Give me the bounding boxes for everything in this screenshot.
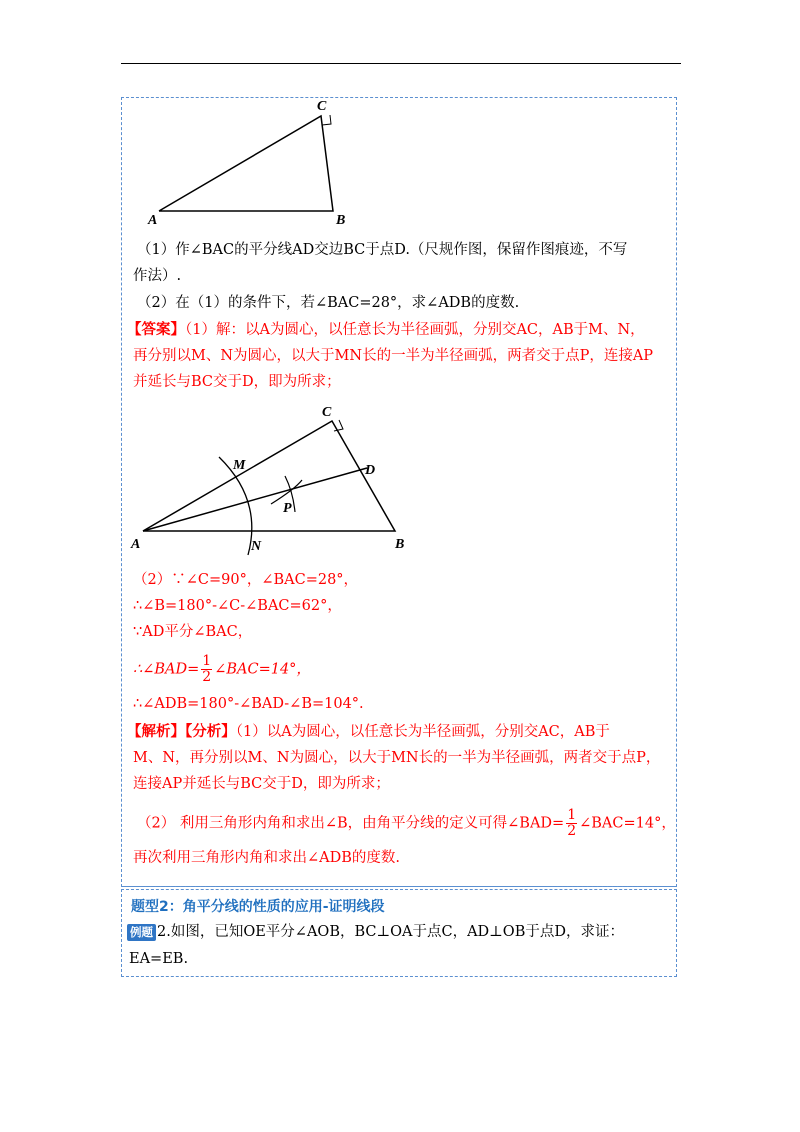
fraction-denominator: 2 — [567, 823, 577, 839]
construction-figure-2 — [125, 400, 435, 560]
solution-2-line-4-post: ∠BAC=14°， — [214, 661, 311, 678]
point-label-n: N — [251, 539, 262, 554]
answer-tag: 【答案】 — [127, 321, 185, 338]
vertex-label-a: A — [131, 537, 141, 552]
vertex-label-c: C — [317, 99, 327, 114]
fraction-denominator: 2 — [202, 669, 212, 685]
triangle-figure-1 — [140, 95, 400, 230]
example-line-1 — [127, 922, 624, 942]
point-label-m: M — [233, 458, 246, 473]
answer-line-2: 再分别以M、N为圆心，以大于MN长的一半为半径画弧，两者交于点P，连接AP — [133, 348, 654, 364]
analysis-line-4-post: ∠BAC=14°， — [579, 815, 676, 832]
analysis-line-4 — [137, 808, 676, 839]
solution-2-line-2: ∴∠B=180°-∠C-∠BAC=62°， — [133, 598, 342, 614]
analysis-tag: 【解析】【分析】 — [127, 723, 236, 740]
answer-line-1 — [127, 320, 645, 340]
vertex-label-a: A — [148, 213, 158, 228]
question-2-text: （2）在（1）的条件下，若∠BAC=28°，求∠ADB的度数. — [137, 295, 520, 311]
question-1-line-1: （1）作∠BAC的平分线AD交边BC于点D.（尺规作图，保留作图痕迹，不写 — [137, 242, 628, 258]
example-badge: 例题 — [127, 924, 156, 941]
section-separator — [123, 886, 675, 887]
analysis-line-5: 再次利用三角形内角和求出∠ADB的度数. — [133, 850, 401, 866]
solution-2-line-4 — [133, 654, 311, 685]
question-1-line-2: 作法）. — [133, 268, 182, 284]
vertex-label-b: B — [336, 213, 346, 228]
analysis-line-2: M、N，再分别以M、N为圆心，以大于MN长的一半为半径画弧，两者交于点P， — [133, 750, 661, 766]
vertex-label-c: C — [322, 405, 332, 420]
analysis-line-4-pre: （2） 利用三角形内角和求出∠B，由角平分线的定义可得∠BAD= — [137, 815, 565, 832]
point-label-d: D — [365, 463, 376, 478]
fraction-numerator: 1 — [202, 653, 212, 669]
fraction-numerator: 1 — [567, 807, 577, 823]
answer-text-1: （1）解：以A为圆心，以任意长为半径画弧，分别交AC，AB于M、N， — [185, 322, 645, 338]
point-label-p: P — [283, 501, 292, 516]
half-fraction — [201, 654, 212, 685]
vertex-label-b: B — [395, 537, 405, 552]
half-fraction — [566, 808, 577, 839]
answer-line-3: 并延长与BC交于D，即为所求； — [133, 374, 341, 390]
analysis-line-1 — [127, 722, 610, 742]
analysis-line-3: 连接AP并延长与BC交于D，即为所求； — [133, 776, 390, 792]
solution-2-line-4-pre: ∴∠BAD= — [133, 661, 200, 678]
header-rule — [121, 63, 681, 64]
solution-2-line-1: （2）∵∠C=90°，∠BAC=28°， — [133, 572, 359, 588]
section-heading: 题型2：角平分线的性质的应用-证明线段 — [131, 899, 385, 915]
analysis-text-1: （1）以A为圆心，以任意长为半径画弧，分别交AC，AB于 — [235, 724, 610, 740]
solution-2-line-3: ∵AD平分∠BAC， — [133, 624, 253, 640]
example-text-1: 2.如图，已知OE平分∠AOB，BC⊥OA于点C，AD⊥OB于点D，求证： — [157, 924, 624, 940]
solution-2-line-5: ∴∠ADB=180°-∠BAD-∠B=104°. — [133, 696, 364, 712]
example-line-2: EA=EB. — [129, 951, 189, 967]
